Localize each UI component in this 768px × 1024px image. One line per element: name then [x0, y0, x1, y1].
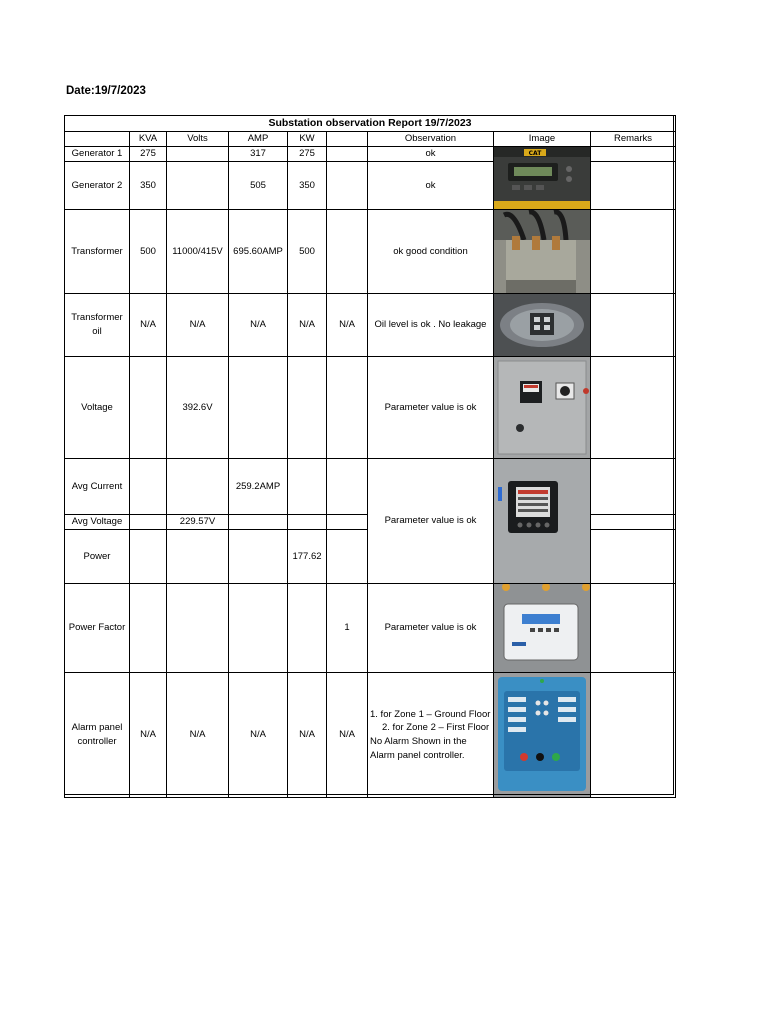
header-kva: KVA — [130, 132, 167, 147]
extra-cell: N/A — [327, 673, 368, 798]
remarks-cell — [591, 147, 676, 162]
observation-cell: ok — [368, 147, 494, 162]
volts-cell: 229.57V — [167, 515, 229, 530]
oil-gauge-photo — [494, 294, 591, 357]
kva-cell — [130, 584, 167, 673]
observation-cell: Oil level is ok . No leakage — [368, 294, 494, 357]
generator-controller-image — [494, 147, 590, 209]
table-row — [65, 294, 676, 357]
equipment-name: Alarm panel controller — [65, 673, 130, 798]
observation-cell: ok — [368, 162, 494, 210]
table-row — [65, 210, 676, 294]
extra-cell: N/A — [327, 294, 368, 357]
voltmeter-photo — [494, 357, 591, 459]
transformer-image — [494, 210, 590, 293]
extra-cell — [327, 162, 368, 210]
merged-observation-cell: Parameter value is ok — [368, 459, 494, 584]
observation-cell: ok good condition — [368, 210, 494, 294]
obs-line-1: 1. for Zone 1 – Ground Floor — [370, 708, 491, 720]
kva-cell — [130, 459, 167, 515]
header-row — [65, 132, 676, 147]
pf-controller-image — [494, 584, 590, 672]
extra-cell — [327, 147, 368, 162]
amp-cell: 259.2AMP — [229, 459, 288, 515]
power-meter-photo — [494, 459, 591, 584]
header-amp: AMP — [229, 132, 288, 147]
voltmeter-panel-image — [494, 357, 590, 458]
kw-cell — [288, 584, 327, 673]
extra-cell — [327, 210, 368, 294]
amp-cell — [229, 515, 288, 530]
kw-cell: 275 — [288, 147, 327, 162]
amp-cell: N/A — [229, 294, 288, 357]
extra-cell — [327, 459, 368, 515]
volts-cell: N/A — [167, 294, 229, 357]
amp-cell — [229, 584, 288, 673]
obs-line-2 — [370, 721, 492, 735]
header-blank — [327, 132, 368, 147]
transformer-photo — [494, 210, 591, 294]
extra-cell — [327, 357, 368, 459]
pf-controller-photo — [494, 584, 591, 673]
observation-table — [64, 115, 676, 798]
header-image: Image — [494, 132, 591, 147]
kva-cell — [130, 530, 167, 584]
kw-cell: 350 — [288, 162, 327, 210]
header-observation: Observation — [368, 132, 494, 147]
amp-cell: 695.60AMP — [229, 210, 288, 294]
remarks-cell — [591, 673, 676, 798]
amp-cell: 317 — [229, 147, 288, 162]
equipment-name: Transformer oil — [65, 294, 130, 357]
volts-cell — [167, 162, 229, 210]
remarks-cell — [591, 357, 676, 459]
oil-gauge-image — [494, 294, 590, 356]
volts-cell: 392.6V — [167, 357, 229, 459]
report-date: Date:19/7/2023 — [66, 85, 146, 97]
kva-cell: 350 — [130, 162, 167, 210]
kw-cell — [288, 515, 327, 530]
equipment-name: Power — [65, 530, 130, 584]
volts-cell — [167, 530, 229, 584]
kw-cell — [288, 459, 327, 515]
volts-cell: 11000/415V — [167, 210, 229, 294]
kw-cell — [288, 357, 327, 459]
table-row — [65, 459, 676, 515]
equipment-name: Avg Current — [65, 459, 130, 515]
extra-cell — [327, 530, 368, 584]
table-row — [65, 357, 676, 459]
header-equipment — [65, 132, 130, 147]
table-row — [65, 584, 676, 673]
remarks-cell — [591, 515, 676, 530]
amp-cell — [229, 357, 288, 459]
remarks-cell — [591, 294, 676, 357]
observation-cell: Parameter value is ok — [368, 357, 494, 459]
extra-cell — [327, 515, 368, 530]
equipment-name: Voltage — [65, 357, 130, 459]
kw-cell: N/A — [288, 673, 327, 798]
equipment-name: Generator 2 — [65, 162, 130, 210]
power-meter-image — [494, 459, 590, 583]
title-row — [65, 116, 676, 132]
equipment-name: Transformer — [65, 210, 130, 294]
table-row — [65, 673, 676, 798]
kw-cell: 177.62 — [288, 530, 327, 584]
kva-cell: N/A — [130, 294, 167, 357]
remarks-cell — [591, 162, 676, 210]
report-title: Substation observation Report 19/7/2023 — [65, 116, 676, 132]
amp-cell: 505 — [229, 162, 288, 210]
remarks-cell — [591, 584, 676, 673]
observation-cell: Parameter value is ok — [368, 584, 494, 673]
volts-cell: N/A — [167, 673, 229, 798]
header-kw: KW — [288, 132, 327, 147]
kva-cell: 500 — [130, 210, 167, 294]
remarks-cell — [591, 459, 676, 515]
equipment-name: Generator 1 — [65, 147, 130, 162]
kw-cell: N/A — [288, 294, 327, 357]
extra-cell: 1 — [327, 584, 368, 673]
generator-photo — [494, 147, 591, 210]
observation-cell — [368, 673, 494, 798]
equipment-name: Power Factor — [65, 584, 130, 673]
equipment-name: Avg Voltage — [65, 515, 130, 530]
cat-logo: CAT — [528, 150, 542, 158]
amp-cell: N/A — [229, 673, 288, 798]
header-volts: Volts — [167, 132, 229, 147]
kva-cell: N/A — [130, 673, 167, 798]
obs-line-2-text: 2. for Zone 2 – First Floor — [382, 722, 490, 734]
kva-cell: 275 — [130, 147, 167, 162]
amp-cell — [229, 530, 288, 584]
kw-cell: 500 — [288, 210, 327, 294]
volts-cell — [167, 459, 229, 515]
kva-cell — [130, 515, 167, 530]
header-remarks: Remarks — [591, 132, 676, 147]
kva-cell — [130, 357, 167, 459]
obs-line-3: No Alarm Shown in the Alarm panel controller. — [370, 736, 467, 761]
remarks-cell — [591, 530, 676, 584]
table-row — [65, 147, 676, 162]
volts-cell — [167, 584, 229, 673]
volts-cell — [167, 147, 229, 162]
alarm-panel-photo — [494, 673, 591, 798]
remarks-cell — [591, 210, 676, 294]
alarm-panel-image — [494, 673, 590, 797]
